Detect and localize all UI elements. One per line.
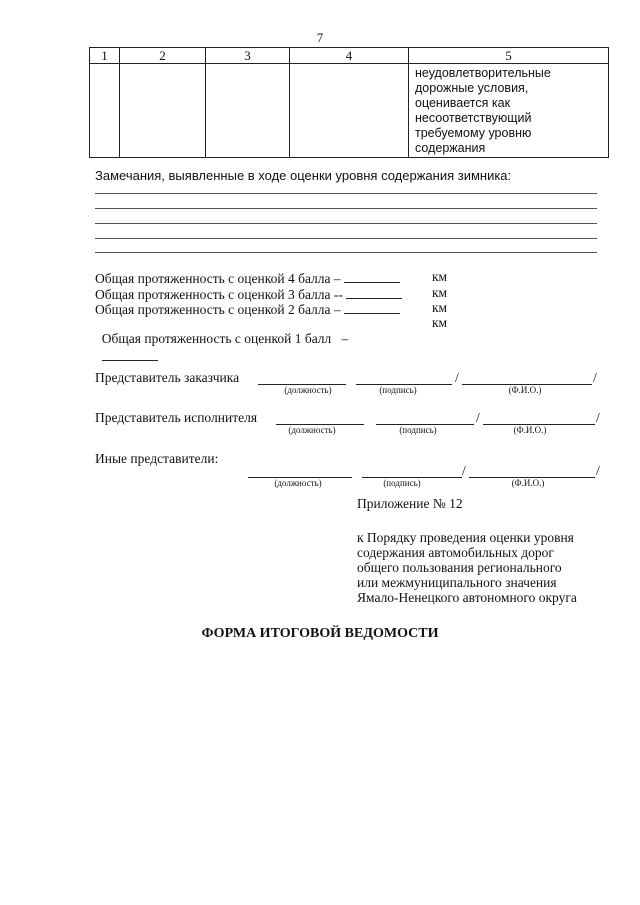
criteria-line: содержания (415, 141, 486, 155)
slash: / (596, 463, 600, 478)
remarks-line[interactable] (95, 208, 597, 209)
remarks-line[interactable] (95, 252, 597, 253)
table-header-cell: 5 (409, 48, 609, 64)
slash: / (593, 370, 597, 385)
appendix-line: Ямало-Ненецкого автономного округа (357, 590, 577, 605)
table-header-cell: 4 (290, 48, 409, 64)
length-row-1 (95, 315, 348, 365)
assessment-table (89, 47, 609, 158)
caption-name: (Ф.И.О.) (508, 385, 542, 395)
table-cell-criteria (409, 64, 609, 158)
table-cell (90, 64, 120, 158)
slash: / (455, 370, 459, 385)
appendix-line: содержания автомобильных дорог (357, 545, 554, 560)
criteria-line: несоответствующий (415, 111, 532, 125)
length-label: Общая протяженность с оценкой 1 балл – (101, 331, 349, 346)
criteria-line: дорожные условия, (415, 81, 529, 95)
table-cell (120, 64, 206, 158)
unit-km: км (432, 315, 448, 330)
slash: / (476, 410, 480, 425)
appendix-number: Приложение № 12 (357, 496, 463, 511)
table-header-cell: 3 (206, 48, 290, 64)
table-row (90, 64, 609, 158)
unit-km: км (432, 285, 448, 300)
length-field[interactable] (102, 347, 158, 361)
length-field[interactable] (344, 269, 400, 283)
length-label: Общая протяженность с оценкой 4 балла – (95, 271, 341, 286)
appendix-line: к Порядку проведения оценки уровня (357, 530, 574, 545)
remarks-line[interactable] (95, 193, 597, 194)
customer-rep-label: Представитель заказчика (95, 370, 240, 385)
remarks-line[interactable] (95, 223, 597, 224)
caption-position: (должность) (288, 425, 336, 435)
contractor-rep-label: Представитель исполнителя (95, 410, 258, 425)
remarks-label: Замечания, выявленные в ходе оценки уровня содержания зимника: (95, 168, 512, 183)
appendix-line: или межмуниципального значения (357, 575, 557, 590)
caption-signature: (подпись) (383, 478, 421, 488)
appendix-line: общего пользования регионального (357, 560, 562, 575)
length-label: Общая протяженность с оценкой 2 балла – (95, 302, 341, 317)
caption-position: (должность) (284, 385, 332, 395)
table-cell (290, 64, 409, 158)
table-header-row (90, 48, 609, 64)
length-field[interactable] (346, 285, 402, 299)
length-field[interactable] (344, 300, 400, 314)
remarks-line[interactable] (95, 238, 597, 239)
criteria-line: требуемому уровню (415, 126, 532, 140)
others-rep-label: Иные представители: (95, 451, 219, 466)
caption-signature: (подпись) (379, 385, 417, 395)
page-number: 7 (316, 30, 324, 45)
table-cell (206, 64, 290, 158)
caption-position: (должность) (274, 478, 322, 488)
caption-name: (Ф.И.О.) (511, 478, 545, 488)
unit-km: км (432, 300, 448, 315)
appendix-reference (357, 530, 577, 605)
slash: / (462, 463, 466, 478)
slash: / (596, 410, 600, 425)
unit-km: км (432, 269, 448, 284)
table-header-cell: 2 (120, 48, 206, 64)
length-label: Общая протяженность с оценкой 3 балла -- (95, 287, 343, 302)
criteria-line: оценивается как (415, 96, 511, 110)
caption-signature: (подпись) (399, 425, 437, 435)
form-title: ФОРМА ИТОГОВОЙ ВЕДОМОСТИ (201, 626, 439, 641)
table-header-cell: 1 (90, 48, 120, 64)
caption-name: (Ф.И.О.) (513, 425, 547, 435)
criteria-line: неудовлетворительные (415, 66, 551, 80)
